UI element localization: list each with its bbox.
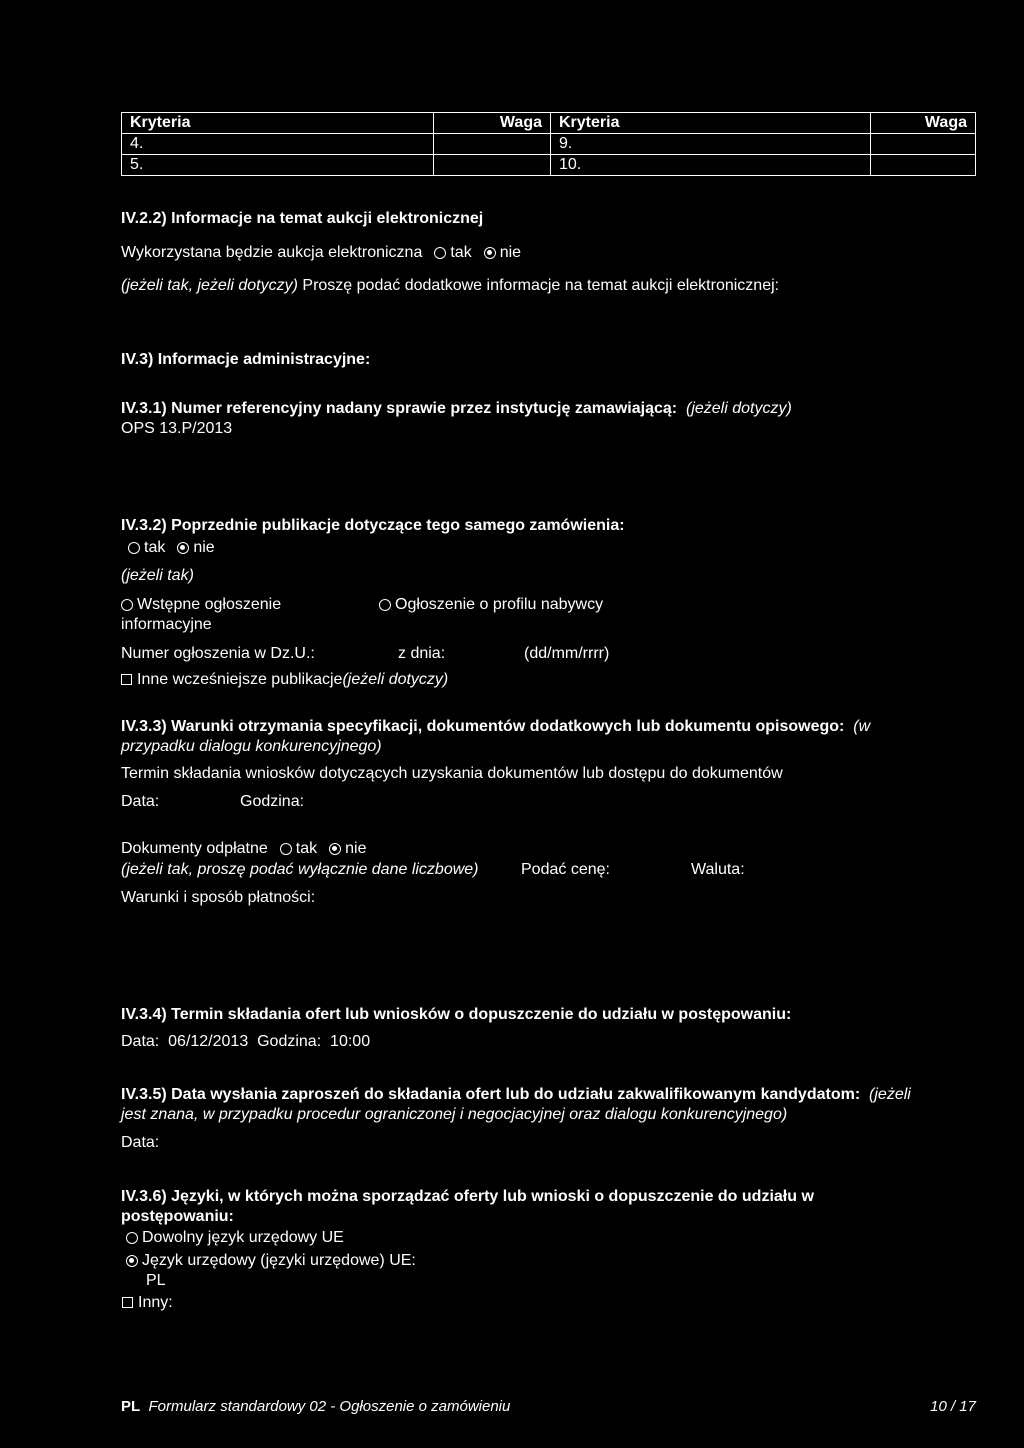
section-iv-3-5-note-1: (jeżeli [869, 1086, 911, 1103]
offers-time-label: Godzina: [257, 1033, 322, 1050]
buyer-profile-option [379, 595, 603, 615]
radio-selected-icon[interactable] [126, 1255, 138, 1267]
section-iv-3-5-header [121, 1085, 911, 1105]
radio-selected-icon[interactable] [329, 843, 341, 855]
price-label: Podać cenę: [521, 861, 610, 878]
page-number: 10 / 17 [930, 1398, 976, 1415]
invitation-date-label: Data: [121, 1134, 160, 1151]
paid-documents-label: Dokumenty odpłatne [121, 840, 268, 857]
section-title-iv-3-3: IV.3.3) Warunki otrzymania specyfikacji, dokumentów dodatkowych lub dokumentu opisowego: [121, 718, 845, 735]
section-iv-3-1-header [121, 399, 792, 419]
documents-date-label: Data: [121, 793, 160, 810]
table-cell: 4. [122, 134, 434, 155]
section-title-iv-3-4: IV.3.4) Termin składania ofert lub wniosków o dopuszczenie do udziału w postępowaniu: [121, 1006, 792, 1023]
date-format-hint: (dd/mm/rrrr) [524, 645, 610, 662]
auction-question [121, 243, 521, 263]
any-language-label: Dowolny język urzędowy UE [142, 1229, 344, 1246]
table-row [122, 155, 976, 176]
criteria-header-row [122, 113, 976, 134]
offers-date-label: Data: [121, 1033, 160, 1050]
radio-icon[interactable] [121, 599, 133, 611]
documents-deadline-text: Termin składania wniosków dotyczących uzyskania dokumentów lub dostępu do dokumentów [121, 765, 783, 782]
section-iv-3-3-note-2: przypadku dialogu konkurencyjnego) [121, 738, 382, 755]
offers-time-value: 10:00 [330, 1033, 371, 1050]
table-cell [871, 134, 976, 155]
other-publications-label: Inne wcześniejsze publikacje [137, 671, 343, 688]
documents-time-label: Godzina: [240, 793, 305, 810]
auction-question-label: Wykorzystana będzie aukcja elektroniczna [121, 244, 423, 261]
table-cell [434, 155, 551, 176]
checkbox-icon[interactable] [122, 1297, 133, 1308]
table-cell: 10. [551, 155, 871, 176]
section-title-iv-3: IV.3) Informacje administracyjne: [121, 351, 371, 368]
auction-nie-label: nie [499, 244, 522, 261]
criteria-header-1: Kryteria [122, 113, 434, 134]
payment-terms-label: Warunki i sposób płatności: [121, 889, 316, 906]
page-footer [121, 1397, 510, 1417]
currency-label: Waluta: [691, 861, 745, 878]
radio-selected-icon[interactable] [177, 542, 189, 554]
prev-nie-label: nie [193, 539, 215, 556]
if-yes-note: (jeżeli tak) [121, 567, 194, 584]
footer-lang: PL [121, 1398, 141, 1415]
table-cell [434, 134, 551, 155]
section-iv-3-3-header [121, 717, 870, 737]
paid-documents-row [121, 839, 366, 859]
reference-number: OPS 13.P/2013 [121, 420, 233, 437]
weight-header-1: Waga [434, 113, 551, 134]
section-title-iv-3-6-line2: postępowaniu: [121, 1208, 234, 1225]
official-language-option [126, 1251, 416, 1271]
auction-note [121, 276, 779, 296]
checkbox-icon[interactable] [121, 674, 132, 685]
other-language-label: Inny: [138, 1294, 173, 1311]
auction-tak-label: tak [450, 244, 472, 261]
offers-date-value: 06/12/2013 [168, 1033, 249, 1050]
criteria-header-2: Kryteria [551, 113, 871, 134]
table-cell [871, 155, 976, 176]
prelim-notice-label: Wstępne ogłoszenie [137, 596, 282, 613]
section-title-iv-3-6: IV.3.6) Języki, w których można sporządzać oferty lub wnioski o dopuszczenie do udziału w [121, 1188, 814, 1205]
section-title-iv-3-2: IV.3.2) Poprzednie publikacje dotyczące tego samego zamówienia: [121, 517, 625, 534]
prev-publications-options [128, 538, 215, 558]
table-cell: 9. [551, 134, 871, 155]
notice-number-label: Numer ogłoszenia w Dz.U.: [121, 645, 315, 662]
auction-note-text: Proszę podać dodatkowe informacje na temat aukcji elektronicznej: [302, 277, 780, 294]
section-title-iv-3-1: IV.3.1) Numer referencyjny nadany sprawie przez instytucję zamawiającą: [121, 400, 678, 417]
offers-deadline-row [121, 1032, 370, 1052]
buyer-profile-label: Ogłoszenie o profilu nabywcy [395, 596, 604, 613]
paid-nie-label: nie [345, 840, 367, 857]
section-title-iv-2-2: IV.2.2) Informacje na temat aukcji elektronicznej [121, 210, 484, 227]
paid-tak-label: tak [295, 840, 318, 857]
radio-icon[interactable] [128, 542, 140, 554]
table-row [122, 134, 976, 155]
prelim-notice-option [121, 595, 281, 615]
notice-date-label: z dnia: [398, 645, 446, 662]
radio-selected-icon[interactable] [484, 247, 496, 259]
table-cell: 5. [122, 155, 434, 176]
section-iv-3-3-note-1: (w [853, 718, 871, 735]
other-language-option [122, 1293, 173, 1313]
radio-icon[interactable] [126, 1232, 138, 1244]
radio-icon[interactable] [379, 599, 391, 611]
auction-note-italic: (jeżeli tak, jeżeli dotyczy) [121, 277, 298, 294]
language-value: PL [146, 1272, 166, 1289]
radio-icon[interactable] [434, 247, 446, 259]
any-language-option [126, 1228, 344, 1248]
other-publications-note: (jeżeli dotyczy) [342, 671, 449, 688]
footer-form-name: Formularz standardowy 02 - Ogłoszenie o zamówieniu [148, 1398, 511, 1415]
criteria-table [121, 112, 976, 176]
section-title-iv-3-5: IV.3.5) Data wysłania zaproszeń do składania ofert lub do udziału zakwalifikowanym kandydatom: [121, 1086, 861, 1103]
official-language-label: Język urzędowy (języki urzędowe) UE: [142, 1252, 416, 1269]
section-iv-3-1-note: (jeżeli dotyczy) [685, 400, 792, 417]
prev-tak-label: tak [144, 539, 166, 556]
radio-icon[interactable] [280, 843, 292, 855]
prelim-notice-label-line2: informacyjne [121, 616, 212, 633]
weight-header-2: Waga [871, 113, 976, 134]
section-iv-3-5-note-2: jest znana, w przypadku procedur ograniczonej i negocjacyjnej oraz dialogu konkurencyjnego) [121, 1106, 788, 1123]
numeric-only-note: (jeżeli tak, proszę podać wyłącznie dane liczbowe) [121, 861, 479, 878]
other-publications-option [121, 670, 448, 690]
